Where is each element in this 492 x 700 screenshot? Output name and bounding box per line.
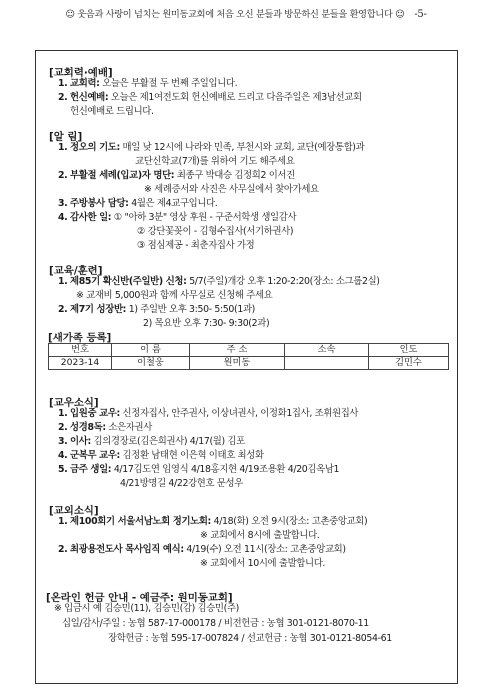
notice-item: 2. 부활절 세례(입교)자 명단: 최종구 박대승 김정희2 이서진 [58,170,295,181]
registration-table [48,343,449,370]
notice-item: 교단신학교(7개)를 위하여 기도 해주세요 [135,156,295,167]
member-news-item: 4. 군복무 교우: 김정환 남태현 이은혁 이태호 최성화 [58,450,264,461]
external-news-item: 1. 제100회기 서울서남노회 정기노회: 4/18(화) 오전 9시(장소: 고촌중앙교회) [58,516,368,527]
page-header [0,6,492,20]
section-title-registration: [새가족 등록] [48,332,112,344]
table-cell: 2023-14 [49,357,112,370]
external-news-item: ※ 교회에서 8시에 출발합니다. [200,530,320,541]
member-news-item: 5. 금주 생일: 4/17김도연 임영식 4/18홍지현 4/19조용환 4/20김옥남1 [58,464,340,475]
notice-item: ③ 점심제공 - 최춘자집사 가정 [137,240,255,251]
member-news-item: 3. 이사: 김의경장로(김은희권사) 4/17(월) 김포 [58,436,245,447]
education-item: 2) 목요반 오후 7:30- 9:30(2과) [143,318,270,329]
notice-item: 1. 정오의 기도: 매일 낮 12시에 나라와 민족, 부천시와 교회, 교단(예장통합)과 [58,142,365,153]
welcome-message: ☺ 웃음과 사랑이 넘치는 원미동교회에 처음 오신 분들과 방문하신 분들을 환영합니다 ☺ [65,9,405,20]
table-cell: 이철웅 [112,357,190,370]
calendar-item: 1. 교회력: 오늘은 부활절 두 번째 주일입니다. [58,78,238,89]
section-title-notices: [알 림] [49,131,83,143]
member-news-item: 4/21방명길 4/22강현호 문성우 [120,478,243,489]
member-news-item: 2. 성경8독: 소은자권사 [58,422,152,433]
section-title-offering: [온라인 헌금 안내 - 예금주: 원미동교회] [46,592,233,604]
education-item: 2. 제7기 성장반: 1) 주일반 오후 3:50- 5:50(1과) [58,304,255,315]
section-title-education: [교육/훈련] [49,265,103,277]
notice-item: ※ 세례증서와 사진은 사무실에서 찾아가세요 [144,184,319,195]
section-title-external: [교외소식] [49,505,99,517]
offering-line: ※ 입금시 예 김승민(11), 김승민(감) 김승민(주) [54,603,239,614]
external-news-item: 2. 최광용전도사 목사임직 예식: 4/19(수) 오전 11시(장소: 고촌중앙교회) [58,544,346,555]
notice-item: 4. 감사한 일: ① "아하 3분" 영상 후원 - 구준서학생 생일감사 [58,212,297,223]
bulletin-frame [35,50,458,684]
table-header-row [49,344,449,357]
external-news-item: ※ 교회에서 10시에 출발합니다. [200,558,326,569]
calendar-item: 2. 헌신예배: 오늘은 제1여전도회 헌신예배로 드리고 다음주일은 제3남선교회 [58,92,362,103]
column-header: 번호 [49,344,112,357]
column-header: 이 름 [112,344,190,357]
column-header: 주 소 [190,344,285,357]
table-row [49,357,449,370]
calendar-item: 헌신예배로 드립니다. [70,106,154,117]
member-news-item: 1. 입원중 교우: 신정자집사, 안주권사, 이상녀권사, 이정화1집사, 조휘원집사 [58,408,359,419]
section-title-calendar: [교회력·예배] [49,67,113,79]
education-item: 1. 제85기 확신반(주일반) 신청: 5/7(주일)개강 오후 1:20-2:20(장소: 소그룹2실) [58,276,380,287]
page-number: -5- [414,9,427,20]
table-cell: 원미동 [190,357,285,370]
offering-account-line: 십일/감사/주일 : 농협 587-17-000178 / 비전헌금 : 농협 301-0121-8070-11 [62,618,369,629]
education-item: ※ 교재비 5,000원과 함께 사무실로 신청해 주세요 [76,290,273,301]
notice-item: ② 강단꽃꽂이 - 김형수집사(서기하권사) [137,226,294,237]
offering-account-line: 장학헌금 : 농협 595-17-007824 / 선교헌금 : 농협 301-0121-8054-61 [108,633,392,644]
column-header: 인도 [369,344,449,357]
column-header: 소속 [285,344,369,357]
notice-item: 3. 주방봉사 담당: 4월은 제4교구입니다. [58,198,218,209]
section-title-members: [교우소식] [49,397,99,409]
table-cell [285,357,369,370]
table-cell: 김민수 [369,357,449,370]
